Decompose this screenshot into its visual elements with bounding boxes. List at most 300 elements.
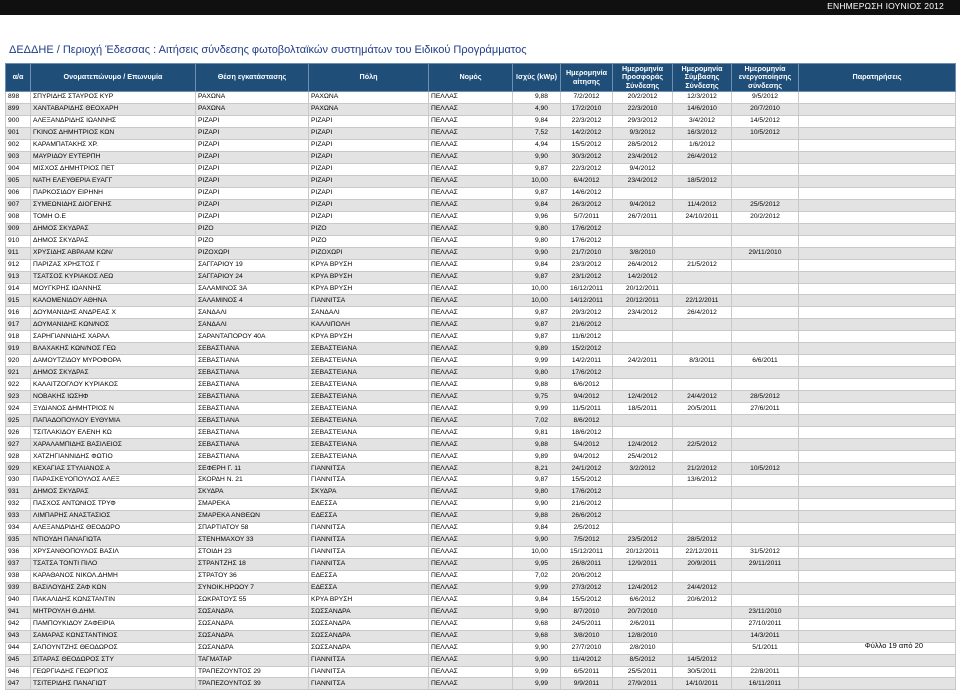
cell-offer-date: 23/4/2012 xyxy=(613,175,673,187)
cell-application-date: 15/5/2012 xyxy=(561,594,613,606)
cell-contract-date xyxy=(673,271,732,283)
cell-remarks xyxy=(799,558,956,570)
cell-power: 7,02 xyxy=(513,570,561,582)
cell-offer-date xyxy=(613,223,673,235)
cell-prefecture: ΠΕΛΛΑΣ xyxy=(429,570,513,582)
cell-application-date: 20/6/2012 xyxy=(561,570,613,582)
table-row xyxy=(6,175,956,187)
cell-city: ΡΙΖΑΡΙ xyxy=(309,211,429,223)
cell-remarks xyxy=(799,534,956,546)
cell-location: ΣΩΣΑΝΔΡΑ xyxy=(196,618,309,630)
cell-city: ΚΡΥΑ ΒΡΥΣΗ xyxy=(309,331,429,343)
cell-prefecture: ΠΕΛΛΑΣ xyxy=(429,618,513,630)
cell-prefecture: ΠΕΛΛΑΣ xyxy=(429,486,513,498)
cell-aa: 930 xyxy=(6,475,31,487)
cell-activation-date xyxy=(732,486,799,498)
cell-prefecture: ΠΕΛΛΑΣ xyxy=(429,211,513,223)
cell-application-date: 27/3/2012 xyxy=(561,582,613,594)
cell-contract-date xyxy=(673,235,732,247)
cell-aa: 933 xyxy=(6,510,31,522)
cell-name: ΠΑΜΠΟΥΚΙΔΟΥ ΖΑΦΕΙΡΙΑ xyxy=(31,618,196,630)
cell-prefecture: ΠΕΛΛΑΣ xyxy=(429,391,513,403)
cell-offer-date xyxy=(613,486,673,498)
cell-activation-date xyxy=(732,139,799,151)
table-row xyxy=(6,151,956,163)
cell-contract-date xyxy=(673,486,732,498)
col-header-prefecture: Νομός xyxy=(429,64,513,92)
cell-power: 9,90 xyxy=(513,534,561,546)
cell-prefecture: ΠΕΛΛΑΣ xyxy=(429,199,513,211)
cell-prefecture: ΠΕΛΛΑΣ xyxy=(429,139,513,151)
table-row xyxy=(6,642,956,654)
cell-name: ΛΙΜΠΑΡΗΣ ΑΝΑΣΤΑΣΙΟΣ xyxy=(31,510,196,522)
cell-contract-date xyxy=(673,427,732,439)
cell-city: ΕΔΕΣΣΑ xyxy=(309,582,429,594)
cell-city: ΓΙΑΝΝΙΤΣΑ xyxy=(309,666,429,678)
cell-offer-date: 3/2/2012 xyxy=(613,463,673,475)
cell-aa: 935 xyxy=(6,534,31,546)
cell-offer-date: 12/4/2012 xyxy=(613,439,673,451)
cell-aa: 946 xyxy=(6,666,31,678)
cell-offer-date xyxy=(613,319,673,331)
cell-remarks xyxy=(799,618,956,630)
cell-contract-date xyxy=(673,247,732,259)
cell-application-date: 17/2/2010 xyxy=(561,103,613,115)
table-row xyxy=(6,235,956,247)
cell-name: ΜΗΤΡΟΥΛΗ Θ.ΔΗΜ. xyxy=(31,606,196,618)
cell-contract-date: 12/3/2012 xyxy=(673,92,732,104)
cell-location: ΣΩΣΑΝΔΡΑ xyxy=(196,630,309,642)
cell-offer-date: 9/4/2012 xyxy=(613,163,673,175)
cell-name: ΤΣΑΤΣΟΣ ΚΥΡΙΑΚΟΣ ΛΕΩ xyxy=(31,271,196,283)
cell-contract-date: 20/9/2011 xyxy=(673,558,732,570)
cell-aa: 940 xyxy=(6,594,31,606)
table-row xyxy=(6,283,956,295)
cell-remarks xyxy=(799,379,956,391)
col-header-name: Ονοματεπώνυμο / Επωνυμία xyxy=(31,64,196,92)
table-row xyxy=(6,379,956,391)
cell-prefecture: ΠΕΛΛΑΣ xyxy=(429,259,513,271)
cell-prefecture: ΠΕΛΛΑΣ xyxy=(429,343,513,355)
cell-power: 9,80 xyxy=(513,486,561,498)
table-row xyxy=(6,427,956,439)
cell-power: 7,52 xyxy=(513,127,561,139)
cell-location: ΡΙΖΑΡΙ xyxy=(196,199,309,211)
cell-remarks xyxy=(799,259,956,271)
cell-contract-date xyxy=(673,510,732,522)
cell-name: ΧΑΡΑΛΑΜΠΙΔΗΣ ΒΑΣΙΛΕΙΟΣ xyxy=(31,439,196,451)
cell-application-date: 17/6/2012 xyxy=(561,235,613,247)
cell-offer-date: 20/12/2011 xyxy=(613,283,673,295)
cell-activation-date xyxy=(732,175,799,187)
cell-power: 10,00 xyxy=(513,283,561,295)
cell-city: ΡΙΖΑΡΙ xyxy=(309,175,429,187)
table-row xyxy=(6,451,956,463)
cell-activation-date xyxy=(732,510,799,522)
cell-location: ΣΥΝΟΙΚ.ΗΡΩΟΥ 7 xyxy=(196,582,309,594)
cell-power: 9,99 xyxy=(513,403,561,415)
cell-location: ΣΑΓΓΑΡΙΟΥ 19 xyxy=(196,259,309,271)
table-row xyxy=(6,678,956,690)
cell-activation-date xyxy=(732,654,799,666)
cell-prefecture: ΠΕΛΛΑΣ xyxy=(429,187,513,199)
cell-name: ΚΑΛΑΙΤΖΟΓΛΟΥ ΚΥΡΙΑΚΟΣ xyxy=(31,379,196,391)
cell-name: ΔΗΜΟΣ ΣΚΥΔΡΑΣ xyxy=(31,235,196,247)
cell-activation-date: 29/11/2011 xyxy=(732,558,799,570)
cell-offer-date: 12/9/2011 xyxy=(613,558,673,570)
cell-aa: 923 xyxy=(6,391,31,403)
cell-remarks xyxy=(799,319,956,331)
cell-remarks xyxy=(799,367,956,379)
cell-location: ΣΕΒΑΣΤΙΑΝΑ xyxy=(196,439,309,451)
table-row xyxy=(6,666,956,678)
cell-remarks xyxy=(799,295,956,307)
cell-remarks xyxy=(799,307,956,319)
cell-power: 9,87 xyxy=(513,307,561,319)
cell-contract-date xyxy=(673,331,732,343)
col-header-contract-date: Ημερομηνία Σύμβασης Σύνδεσης xyxy=(673,64,732,92)
cell-aa: 903 xyxy=(6,151,31,163)
cell-city: ΣΕΒΑΣΤΕΙΑΝΑ xyxy=(309,367,429,379)
cell-prefecture: ΠΕΛΛΑΣ xyxy=(429,271,513,283)
cell-remarks xyxy=(799,522,956,534)
cell-city: ΡΙΖΑΡΙ xyxy=(309,199,429,211)
cell-application-date: 14/2/2011 xyxy=(561,355,613,367)
table-row xyxy=(6,618,956,630)
cell-activation-date xyxy=(732,271,799,283)
table-row xyxy=(6,463,956,475)
cell-city: ΣΩΣΣΑΝΔΡΑ xyxy=(309,618,429,630)
cell-remarks xyxy=(799,271,956,283)
cell-application-date: 14/12/2011 xyxy=(561,295,613,307)
cell-name: ΔΟΥΜΑΝΙΔΗΣ ΚΩΝ/ΝΟΣ xyxy=(31,319,196,331)
table-row xyxy=(6,486,956,498)
cell-power: 9,84 xyxy=(513,115,561,127)
cell-contract-date: 24/4/2012 xyxy=(673,582,732,594)
table-row xyxy=(6,271,956,283)
cell-activation-date: 23/11/2010 xyxy=(732,606,799,618)
cell-power: 9,84 xyxy=(513,522,561,534)
cell-power: 9,87 xyxy=(513,331,561,343)
cell-remarks xyxy=(799,235,956,247)
table-row xyxy=(6,558,956,570)
cell-name: ΠΑΡΑΣΚΕΥΟΠΟΥΛΟΣ ΑΛΕΞ xyxy=(31,475,196,487)
cell-location: ΡΙΖΑΡΙ xyxy=(196,211,309,223)
cell-name: ΒΛΑΧΑΚΗΣ ΚΩΝ/ΝΟΣ ΓΕΩ xyxy=(31,343,196,355)
cell-prefecture: ΠΕΛΛΑΣ xyxy=(429,92,513,104)
cell-power: 7,02 xyxy=(513,415,561,427)
table-row xyxy=(6,343,956,355)
cell-offer-date: 23/4/2012 xyxy=(613,151,673,163)
cell-aa: 939 xyxy=(6,582,31,594)
cell-offer-date: 22/3/2010 xyxy=(613,103,673,115)
cell-offer-date xyxy=(613,235,673,247)
cell-location: ΣΑΓΓΑΡΙΟΥ 24 xyxy=(196,271,309,283)
cell-city: ΡΙΖΑΡΙ xyxy=(309,139,429,151)
cell-offer-date: 3/8/2010 xyxy=(613,247,673,259)
cell-aa: 934 xyxy=(6,522,31,534)
cell-aa: 898 xyxy=(6,92,31,104)
cell-prefecture: ΠΕΛΛΑΣ xyxy=(429,415,513,427)
cell-remarks xyxy=(799,594,956,606)
cell-city: ΣΕΒΑΣΤΕΙΑΝΑ xyxy=(309,343,429,355)
table-row xyxy=(6,307,956,319)
cell-prefecture: ΠΕΛΛΑΣ xyxy=(429,127,513,139)
cell-location: ΣΤΟΙΔΗ 23 xyxy=(196,546,309,558)
cell-name: ΤΣΙΤΛΑΚΙΔΟΥ ΕΛΕΝΗ ΚΩ xyxy=(31,427,196,439)
cell-aa: 911 xyxy=(6,247,31,259)
cell-activation-date: 31/5/2012 xyxy=(732,546,799,558)
cell-prefecture: ΠΕΛΛΑΣ xyxy=(429,115,513,127)
cell-power: 9,88 xyxy=(513,92,561,104)
cell-city: ΣΑΝΔΑΛΙ xyxy=(309,307,429,319)
cell-name: ΧΡΥΣΑΝΘΟΠΟΥΛΟΣ ΒΑΣΙΛ xyxy=(31,546,196,558)
cell-contract-date xyxy=(673,570,732,582)
cell-aa: 912 xyxy=(6,259,31,271)
cell-aa: 942 xyxy=(6,618,31,630)
cell-power: 9,99 xyxy=(513,678,561,690)
cell-contract-date: 11/4/2012 xyxy=(673,199,732,211)
cell-activation-date: 29/11/2010 xyxy=(732,247,799,259)
cell-name: ΒΑΣΙΛΟΥΔΗΣ ΖΑΦ ΚΩΝ xyxy=(31,582,196,594)
cell-location: ΡΙΖΑΡΙ xyxy=(196,175,309,187)
cell-offer-date: 8/5/2012 xyxy=(613,654,673,666)
cell-application-date: 2/5/2012 xyxy=(561,522,613,534)
cell-location: ΣΜΑΡΕΚΑ ΑΝΘΕΩΝ xyxy=(196,510,309,522)
cell-aa: 920 xyxy=(6,355,31,367)
cell-power: 10,00 xyxy=(513,295,561,307)
cell-name: ΓΕΩΡΓΙΑΔΗΣ ΓΕΩΡΓΙΟΣ xyxy=(31,666,196,678)
cell-activation-date: 6/6/2011 xyxy=(732,355,799,367)
cell-name: ΠΑΠΑΔΟΠΟΥΛΟΥ ΕΥΘΥΜΙΑ xyxy=(31,415,196,427)
cell-prefecture: ΠΕΛΛΑΣ xyxy=(429,103,513,115)
cell-activation-date xyxy=(732,283,799,295)
cell-city: ΓΙΑΝΝΙΤΣΑ xyxy=(309,463,429,475)
cell-location: ΣΑΝΔΑΛΙ xyxy=(196,319,309,331)
cell-activation-date xyxy=(732,475,799,487)
cell-name: ΝΤΙΟΥΔΗ ΠΑΝΑΓΙΩΤΑ xyxy=(31,534,196,546)
cell-application-date: 14/2/2012 xyxy=(561,127,613,139)
cell-city: ΕΔΕΣΣΑ xyxy=(309,510,429,522)
cell-offer-date: 29/3/2012 xyxy=(613,115,673,127)
cell-contract-date xyxy=(673,379,732,391)
page-footer: Φύλλο 19 από 20 xyxy=(864,641,923,650)
cell-application-date: 8/7/2010 xyxy=(561,606,613,618)
cell-activation-date xyxy=(732,223,799,235)
cell-offer-date: 23/5/2012 xyxy=(613,534,673,546)
cell-city: ΣΕΒΑΣΤΕΙΑΝΑ xyxy=(309,439,429,451)
table-row xyxy=(6,355,956,367)
cell-prefecture: ΠΕΛΛΑΣ xyxy=(429,534,513,546)
cell-application-date: 5/7/2011 xyxy=(561,211,613,223)
cell-city: ΣΩΣΣΑΝΔΡΑ xyxy=(309,630,429,642)
cell-activation-date: 14/5/2012 xyxy=(732,115,799,127)
cell-prefecture: ΠΕΛΛΑΣ xyxy=(429,163,513,175)
cell-application-date: 17/6/2012 xyxy=(561,367,613,379)
cell-remarks xyxy=(799,403,956,415)
cell-contract-date: 22/5/2012 xyxy=(673,439,732,451)
cell-name: ΚΑΛΟΜΕΝΙΔΟΥ ΑΘΗΝΑ xyxy=(31,295,196,307)
cell-contract-date: 8/3/2011 xyxy=(673,355,732,367)
cell-contract-date xyxy=(673,187,732,199)
cell-name: ΤΣΑΤΣΑ ΤΟΝΤΙ ΠΙΛΟ xyxy=(31,558,196,570)
cell-aa: 907 xyxy=(6,199,31,211)
cell-aa: 908 xyxy=(6,211,31,223)
cell-city: ΣΕΒΑΣΤΕΙΑΝΑ xyxy=(309,403,429,415)
cell-offer-date xyxy=(613,379,673,391)
applications-table xyxy=(5,63,956,690)
cell-name: ΔΟΥΜΑΝΙΔΗΣ ΑΝΔΡΕΑΣ Χ xyxy=(31,307,196,319)
cell-application-date: 14/6/2012 xyxy=(561,187,613,199)
cell-prefecture: ΠΕΛΛΑΣ xyxy=(429,498,513,510)
cell-application-date: 9/4/2012 xyxy=(561,451,613,463)
cell-application-date: 26/8/2011 xyxy=(561,558,613,570)
cell-location: ΡΑΧΩΝΑ xyxy=(196,103,309,115)
cell-activation-date xyxy=(732,427,799,439)
cell-contract-date: 1/6/2012 xyxy=(673,139,732,151)
cell-city: ΣΕΒΑΣΤΕΙΑΝΑ xyxy=(309,451,429,463)
top-bar xyxy=(0,0,960,15)
cell-city: ΓΙΑΝΝΙΤΣΑ xyxy=(309,522,429,534)
cell-remarks xyxy=(799,415,956,427)
cell-aa: 931 xyxy=(6,486,31,498)
cell-aa: 937 xyxy=(6,558,31,570)
cell-name: ΣΑΡΗΓΙΑΝΝΙΔΗΣ ΧΑΡΑΛ xyxy=(31,331,196,343)
table-row xyxy=(6,475,956,487)
cell-activation-date: 20/2/2012 xyxy=(732,211,799,223)
cell-contract-date: 22/12/2011 xyxy=(673,295,732,307)
cell-name: ΧΑΤΖΗΓΙΑΝΝΙΔΗΣ ΦΩΤΙΟ xyxy=(31,451,196,463)
cell-activation-date: 27/10/2011 xyxy=(732,618,799,630)
table-row xyxy=(6,582,956,594)
cell-power: 9,80 xyxy=(513,235,561,247)
cell-location: ΣΠΑΡΤΙΑΤΟΥ 58 xyxy=(196,522,309,534)
table-row xyxy=(6,534,956,546)
cell-prefecture: ΠΕΛΛΑΣ xyxy=(429,295,513,307)
cell-prefecture: ΠΕΛΛΑΣ xyxy=(429,558,513,570)
table-row xyxy=(6,259,956,271)
cell-location: ΡΙΖΑΡΙ xyxy=(196,115,309,127)
cell-aa: 926 xyxy=(6,427,31,439)
cell-contract-date: 18/5/2012 xyxy=(673,175,732,187)
cell-power: 9,68 xyxy=(513,630,561,642)
cell-location: ΣΜΑΡΕΚΑ xyxy=(196,498,309,510)
cell-offer-date: 2/6/2011 xyxy=(613,618,673,630)
cell-location: ΣΚΟΡΔΗ Ν. 21 xyxy=(196,475,309,487)
cell-application-date: 3/8/2010 xyxy=(561,630,613,642)
cell-aa: 927 xyxy=(6,439,31,451)
cell-contract-date xyxy=(673,319,732,331)
cell-prefecture: ΠΕΛΛΑΣ xyxy=(429,223,513,235)
cell-prefecture: ΠΕΛΛΑΣ xyxy=(429,403,513,415)
cell-city: ΡΙΖΟ xyxy=(309,235,429,247)
cell-contract-date: 14/5/2012 xyxy=(673,654,732,666)
col-header-power: Ισχύς (kWp) xyxy=(513,64,561,92)
cell-aa: 917 xyxy=(6,319,31,331)
cell-name: ΜΙΣΧΟΣ ΔΗΜΗΤΡΙΟΣ ΠΕΤ xyxy=(31,163,196,175)
cell-application-date: 17/6/2012 xyxy=(561,486,613,498)
cell-remarks xyxy=(799,283,956,295)
table-row xyxy=(6,522,956,534)
cell-aa: 900 xyxy=(6,115,31,127)
table-row xyxy=(6,654,956,666)
cell-power: 9,87 xyxy=(513,475,561,487)
cell-power: 9,90 xyxy=(513,642,561,654)
cell-name: ΠΑΡΙΖΑΣ ΧΡΗΣΤΟΣ Γ xyxy=(31,259,196,271)
cell-aa: 906 xyxy=(6,187,31,199)
cell-name: ΠΑΣΧΟΣ ΑΝΤΩΝΙΟΣ ΤΡΥΦ xyxy=(31,498,196,510)
cell-activation-date xyxy=(732,498,799,510)
cell-application-date: 21/6/2012 xyxy=(561,498,613,510)
cell-power: 9,95 xyxy=(513,558,561,570)
cell-offer-date xyxy=(613,427,673,439)
cell-remarks xyxy=(799,546,956,558)
cell-location: ΡΙΖΑΡΙ xyxy=(196,127,309,139)
table-row xyxy=(6,403,956,415)
cell-contract-date xyxy=(673,223,732,235)
cell-contract-date xyxy=(673,618,732,630)
cell-remarks xyxy=(799,666,956,678)
cell-name: ΣΠΥΡΙΔΗΣ ΣΤΑΥΡΟΣ ΚΥΡ xyxy=(31,92,196,104)
cell-contract-date: 13/6/2012 xyxy=(673,475,732,487)
cell-offer-date: 2/8/2010 xyxy=(613,642,673,654)
cell-city: ΡΙΖΟ xyxy=(309,223,429,235)
cell-aa: 919 xyxy=(6,343,31,355)
cell-location: ΣΩΣΑΝΔΡΑ xyxy=(196,642,309,654)
cell-city: ΡΙΖΑΡΙ xyxy=(309,151,429,163)
cell-remarks xyxy=(799,451,956,463)
cell-offer-date: 18/5/2011 xyxy=(613,403,673,415)
cell-remarks xyxy=(799,163,956,175)
cell-offer-date: 20/12/2011 xyxy=(613,546,673,558)
table-row xyxy=(6,127,956,139)
cell-prefecture: ΠΕΛΛΑΣ xyxy=(429,235,513,247)
cell-location: ΣΕΒΑΣΤΙΑΝΑ xyxy=(196,367,309,379)
cell-application-date: 11/6/2012 xyxy=(561,331,613,343)
cell-remarks xyxy=(799,486,956,498)
cell-activation-date xyxy=(732,379,799,391)
cell-activation-date: 25/5/2012 xyxy=(732,199,799,211)
cell-name: ΓΚΙΝΟΣ ΔΗΜΗΤΡΙΟΣ ΚΩΝ xyxy=(31,127,196,139)
cell-activation-date xyxy=(732,319,799,331)
cell-application-date: 15/2/2012 xyxy=(561,343,613,355)
cell-offer-date: 23/4/2012 xyxy=(613,307,673,319)
table-row xyxy=(6,570,956,582)
cell-name: ΜΑΥΡΙΔΟΥ ΕΥΤΕΡΠΗ xyxy=(31,151,196,163)
cell-aa: 902 xyxy=(6,139,31,151)
cell-city: ΚΑΛΛΙΠΟΛΗ xyxy=(309,319,429,331)
cell-activation-date: 5/1/2011 xyxy=(732,642,799,654)
cell-city: ΡΙΖΑΡΙ xyxy=(309,115,429,127)
cell-power: 9,87 xyxy=(513,187,561,199)
cell-city: ΣΕΒΑΣΤΕΙΑΝΑ xyxy=(309,415,429,427)
cell-remarks xyxy=(799,510,956,522)
cell-prefecture: ΠΕΛΛΑΣ xyxy=(429,582,513,594)
cell-application-date: 7/2/2012 xyxy=(561,92,613,104)
cell-city: ΓΙΑΝΝΙΤΣΑ xyxy=(309,475,429,487)
cell-city: ΣΩΣΣΑΝΔΡΑ xyxy=(309,606,429,618)
cell-aa: 918 xyxy=(6,331,31,343)
cell-city: ΕΔΕΣΣΑ xyxy=(309,570,429,582)
cell-prefecture: ΠΕΛΛΑΣ xyxy=(429,594,513,606)
cell-remarks xyxy=(799,439,956,451)
cell-city: ΚΡΥΑ ΒΡΥΣΗ xyxy=(309,283,429,295)
cell-application-date: 22/3/2012 xyxy=(561,163,613,175)
table-row xyxy=(6,606,956,618)
cell-aa: 941 xyxy=(6,606,31,618)
cell-contract-date: 24/10/2011 xyxy=(673,211,732,223)
cell-power: 9,84 xyxy=(513,594,561,606)
